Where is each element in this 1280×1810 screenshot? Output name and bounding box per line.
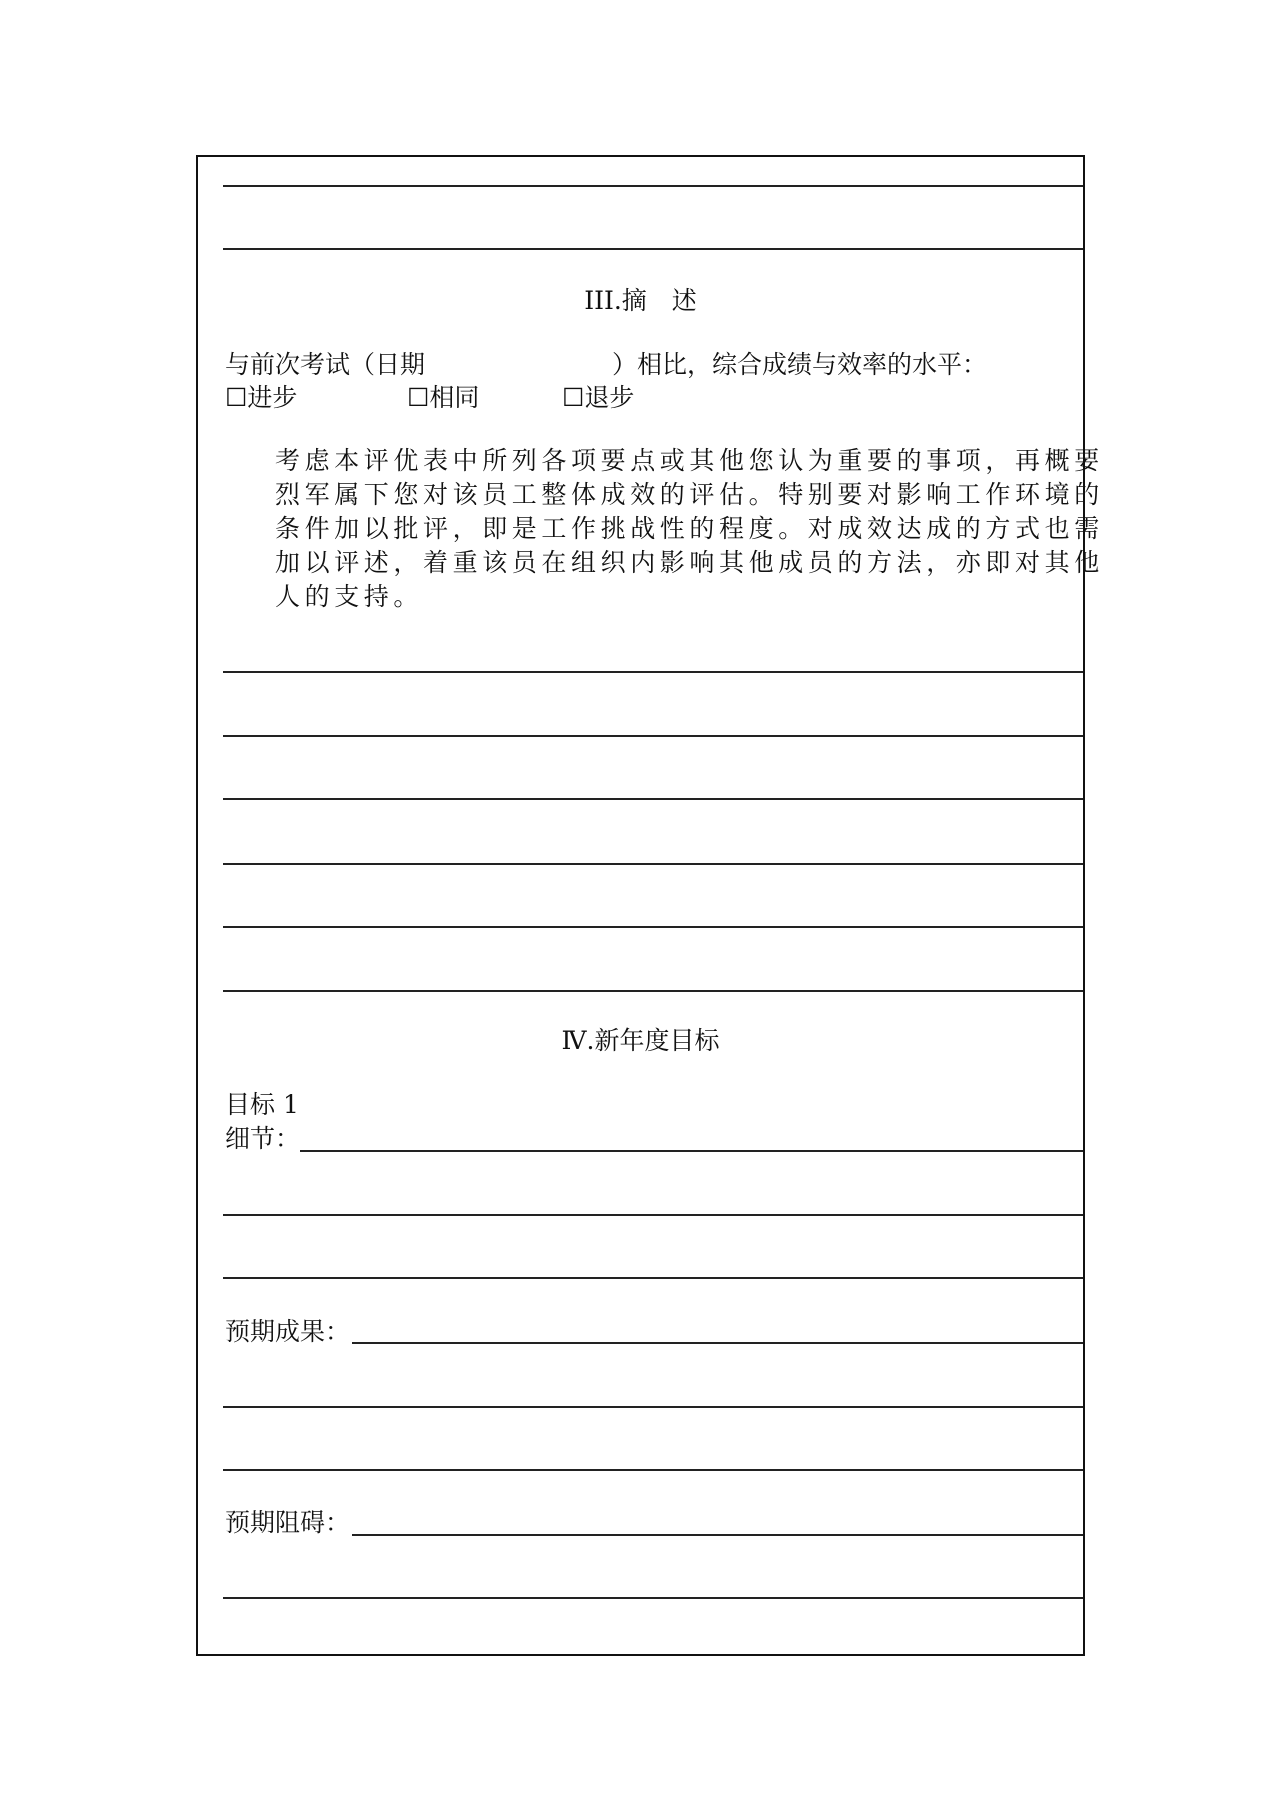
checkbox-icon[interactable]: ☐ [407, 383, 430, 412]
writing-line[interactable] [223, 863, 1083, 865]
writing-line[interactable] [223, 990, 1083, 992]
details-line[interactable] [300, 1150, 1083, 1152]
expected-obstacles-label: 预期阻碍： [225, 1508, 351, 1537]
date-field[interactable] [430, 350, 610, 380]
option-same[interactable] [407, 383, 479, 413]
writing-line[interactable] [223, 1214, 1083, 1216]
option-label: 退步 [584, 383, 635, 412]
option-label: 相同 [429, 383, 480, 412]
expected-obstacles-line[interactable] [352, 1534, 1083, 1536]
option-declined[interactable] [562, 383, 634, 413]
writing-line[interactable] [223, 798, 1083, 800]
writing-line[interactable] [223, 926, 1083, 928]
compare-suffix: ）相比，综合成绩与效率的水平： [612, 350, 988, 379]
writing-line[interactable] [223, 1277, 1083, 1279]
compare-prefix: 与前次考试（日期 [225, 350, 426, 379]
goal-label: 目标 1 [225, 1090, 299, 1119]
writing-line[interactable] [223, 1597, 1083, 1599]
instructions-line: 烈军属下您对该员工整体成效的评估。特别要对影响工作环境的 [275, 480, 1104, 509]
section-title-new-year-goals: Ⅳ.新年度目标 [561, 1026, 720, 1055]
instructions-line: 加以评述，着重该员在组织内影响其他成员的方法，亦即对其他 [275, 548, 1104, 577]
instructions-line: 条件加以批评，即是工作挑战性的程度。对成效达成的方式也需 [275, 514, 1104, 543]
option-label: 进步 [247, 383, 298, 412]
section-title-summary: III.摘 述 [584, 286, 697, 315]
details-label: 细节： [225, 1124, 301, 1153]
writing-line[interactable] [223, 1469, 1083, 1471]
form-frame [196, 155, 1104, 1656]
expected-results-line[interactable] [352, 1342, 1083, 1344]
option-improved[interactable] [225, 383, 297, 413]
checkbox-icon[interactable]: ☐ [225, 383, 248, 412]
writing-line[interactable] [223, 185, 1083, 187]
expected-results-label: 预期成果： [225, 1317, 351, 1346]
instructions-line: 考虑本评优表中所列各项要点或其他您认为重要的事项，再概要 [275, 446, 1104, 475]
checkbox-icon[interactable]: ☐ [562, 383, 585, 412]
instructions-paragraph [275, 444, 1104, 614]
instructions-line: 人的支持。 [275, 582, 424, 611]
writing-line[interactable] [223, 671, 1083, 673]
writing-line[interactable] [223, 1406, 1083, 1408]
writing-line[interactable] [223, 248, 1083, 250]
writing-line[interactable] [223, 735, 1083, 737]
